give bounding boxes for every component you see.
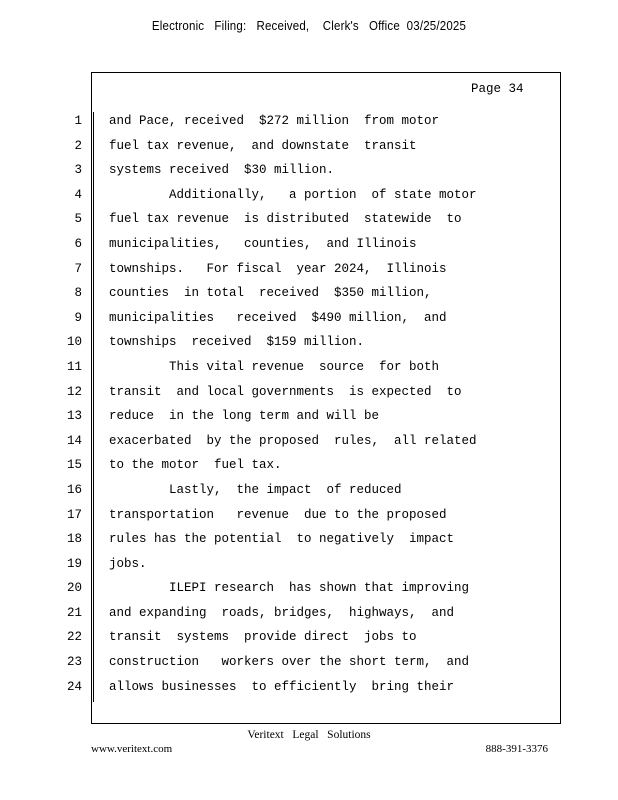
transcript-body bbox=[109, 112, 549, 702]
line-number: 6 bbox=[74, 236, 82, 251]
line-number: 7 bbox=[74, 261, 82, 276]
line-number: 15 bbox=[66, 458, 82, 473]
line-number: 1 bbox=[74, 114, 82, 128]
left-margin-rule bbox=[93, 112, 94, 702]
line-number: 16 bbox=[66, 482, 82, 497]
line-number: 22 bbox=[66, 630, 82, 645]
transcript-line: exacerbated by the proposed rules, all related bbox=[109, 433, 477, 448]
line-number: 23 bbox=[66, 655, 82, 670]
transcript-line: construction workers over the short term, and bbox=[109, 655, 470, 670]
electronic-filing-stamp: Electronic Filing: Received, Clerk's Office 03/25/2025 bbox=[151, 19, 467, 33]
line-number: 12 bbox=[66, 384, 82, 399]
transcript-line: Additionally, a portion of state motor bbox=[109, 187, 477, 202]
line-number: 21 bbox=[66, 605, 82, 620]
transcript-line: allows businesses to efficiently bring their bbox=[109, 679, 455, 694]
line-number: 4 bbox=[74, 187, 82, 202]
line-number: 24 bbox=[66, 679, 82, 694]
footer-company: Veritext Legal Solutions bbox=[247, 729, 371, 741]
line-number: 2 bbox=[74, 138, 82, 153]
transcript-line: transit systems provide direct jobs to bbox=[109, 630, 417, 645]
page-number: Page 34 bbox=[471, 82, 524, 96]
transcript-line: This vital revenue source for both bbox=[109, 359, 440, 374]
line-number: 13 bbox=[66, 409, 82, 424]
transcript-line: systems received $30 million. bbox=[109, 163, 335, 178]
line-number: 9 bbox=[74, 310, 82, 325]
transcript-line: rules has the potential to negatively impact bbox=[109, 532, 455, 547]
transcript-line: reduce in the long term and will be bbox=[109, 409, 380, 424]
line-number: 8 bbox=[74, 286, 82, 301]
transcript-line: transportation revenue due to the proposed bbox=[109, 507, 447, 522]
transcript-line: fuel tax revenue, and downstate transit bbox=[109, 138, 417, 153]
transcript-line: municipalities, counties, and Illinois bbox=[109, 236, 417, 251]
transcript-line: transit and local governments is expected to bbox=[109, 384, 462, 399]
footer-website: www.veritext.com bbox=[91, 743, 173, 755]
line-number: 5 bbox=[74, 212, 82, 227]
line-number: 10 bbox=[66, 335, 82, 350]
transcript-line: and Pace, received $272 million from motor bbox=[109, 114, 440, 128]
line-number-column bbox=[58, 112, 82, 702]
footer-phone: 888-391-3376 bbox=[485, 743, 548, 755]
transcript-line: ILEPI research has shown that improving bbox=[109, 581, 470, 596]
line-number: 19 bbox=[66, 556, 82, 571]
line-number: 18 bbox=[66, 532, 82, 547]
line-number: 17 bbox=[66, 507, 82, 522]
transcript-line: and expanding roads, bridges, highways, and bbox=[109, 605, 455, 620]
line-number: 14 bbox=[66, 433, 82, 448]
transcript-line: municipalities received $490 million, and bbox=[109, 310, 447, 325]
transcript-line: jobs. bbox=[109, 556, 147, 571]
transcript-line: Lastly, the impact of reduced bbox=[109, 482, 402, 497]
transcript-line: townships. For fiscal year 2024, Illinois bbox=[109, 261, 447, 276]
line-number: 20 bbox=[66, 581, 82, 596]
transcript-line: townships received $159 million. bbox=[109, 335, 365, 350]
transcript-line: counties in total received $350 million, bbox=[109, 286, 432, 301]
transcript-line: to the motor fuel tax. bbox=[109, 458, 282, 473]
line-number: 3 bbox=[74, 163, 82, 178]
line-number: 11 bbox=[66, 359, 82, 374]
transcript-line: fuel tax revenue is distributed statewide to bbox=[109, 212, 462, 227]
